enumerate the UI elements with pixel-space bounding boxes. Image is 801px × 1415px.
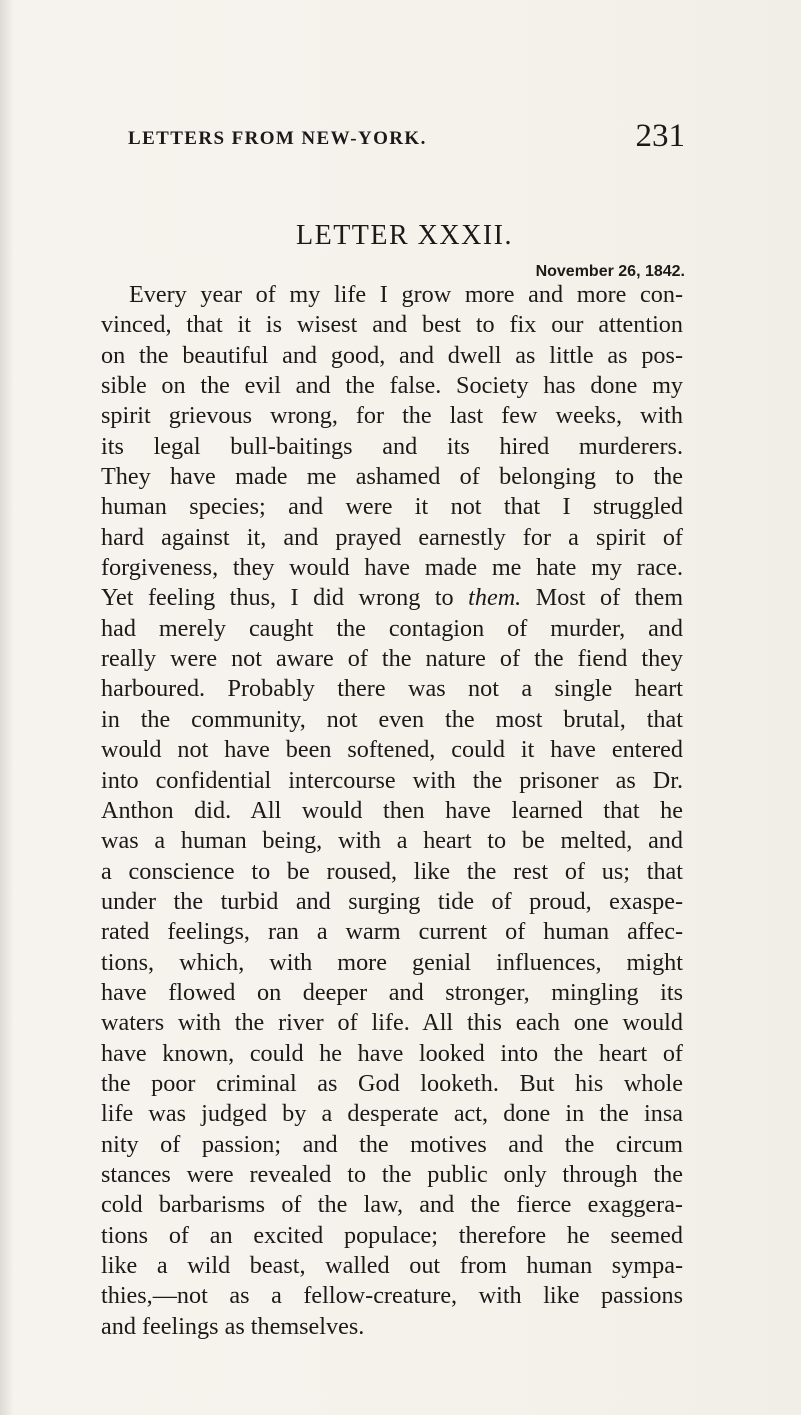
emphasis-them: them. [468,584,522,612]
body-line: was a human being, with a heart to be melted, and [101,827,683,855]
letter-title: LETTER XXXII. [295,220,513,251]
body-line: thies,—not as a fellow-creature, with like passions [101,1282,683,1310]
body-line: have known, could he have looked into the heart of [101,1039,683,1067]
spine-shadow [0,0,14,1415]
body-line: tions of an excited populace; therefore he seemed [101,1221,683,1249]
body-line: the poor criminal as God looketh. But his whole [101,1069,683,1097]
page-number: 231 [635,118,685,154]
letter-body [101,280,683,1342]
body-line: spirit grievous wrong, for the last few weeks, with [101,402,683,430]
body-line: hard against it, and prayed earnestly for a spirit of [101,523,683,551]
body-line: like a wild beast, walled out from human sympa- [101,1252,683,1279]
body-line: tions, which, with more genial influences, might [101,948,683,976]
body-line: nity of passion; and the motives and the circum [101,1130,683,1158]
running-title: LETTERS FROM NEW-YORK. [128,128,427,149]
body-line-start: Yet feeling thus, I did wrong to [101,584,454,612]
body-line: waters with the river of life. All this each one would [101,1009,683,1037]
letter-date: November 26, 1842. [535,263,685,280]
body-line-mixed [101,583,683,613]
body-line-final: and feelings as themselves. [101,1312,365,1340]
body-line: stances were revealed to the public only through the [101,1160,683,1188]
body-line: harboured. Probably there was not a single heart [101,675,683,703]
body-line: would not have been softened, could it have entered [101,736,683,764]
body-line: under the turbid and surging tide of proud, exaspe- [101,887,683,915]
body-line: They have made me ashamed of belonging to the [101,463,683,491]
body-line: on the beautiful and good, and dwell as little as pos- [101,341,683,369]
body-line: human species; and were it not that I struggled [101,493,683,521]
body-line: have flowed on deeper and stronger, mingling its [101,978,683,1006]
body-line: in the community, not even the most brutal, that [101,705,683,733]
body-line: into confidential intercourse with the prisoner as Dr. [101,766,683,794]
body-line: had merely caught the contagion of murder, and [101,614,683,642]
body-line: vinced, that it is wisest and best to fix our attention [101,311,683,339]
body-line: its legal bull-baitings and its hired murderers. [101,432,683,460]
body-line: really were not aware of the nature of the fiend they [101,645,683,673]
body-line-end: Most of them [535,584,684,612]
body-line: cold barbarisms of the law, and the fierce exaggera- [101,1191,683,1219]
body-line: life was judged by a desperate act, done in the insa [101,1100,683,1128]
body-line: sible on the evil and the false. Society has done my [101,372,683,400]
body-line: forgiveness, they would have made me hate my race. [101,554,683,582]
body-line: Anthon did. All would then have learned that he [101,796,683,824]
body-line: rated feelings, ran a warm current of human affec- [101,918,683,946]
body-line: a conscience to be roused, like the rest of us; that [101,857,683,885]
running-head [128,118,685,164]
body-line: Every year of my life I grow more and more con- [129,281,683,308]
